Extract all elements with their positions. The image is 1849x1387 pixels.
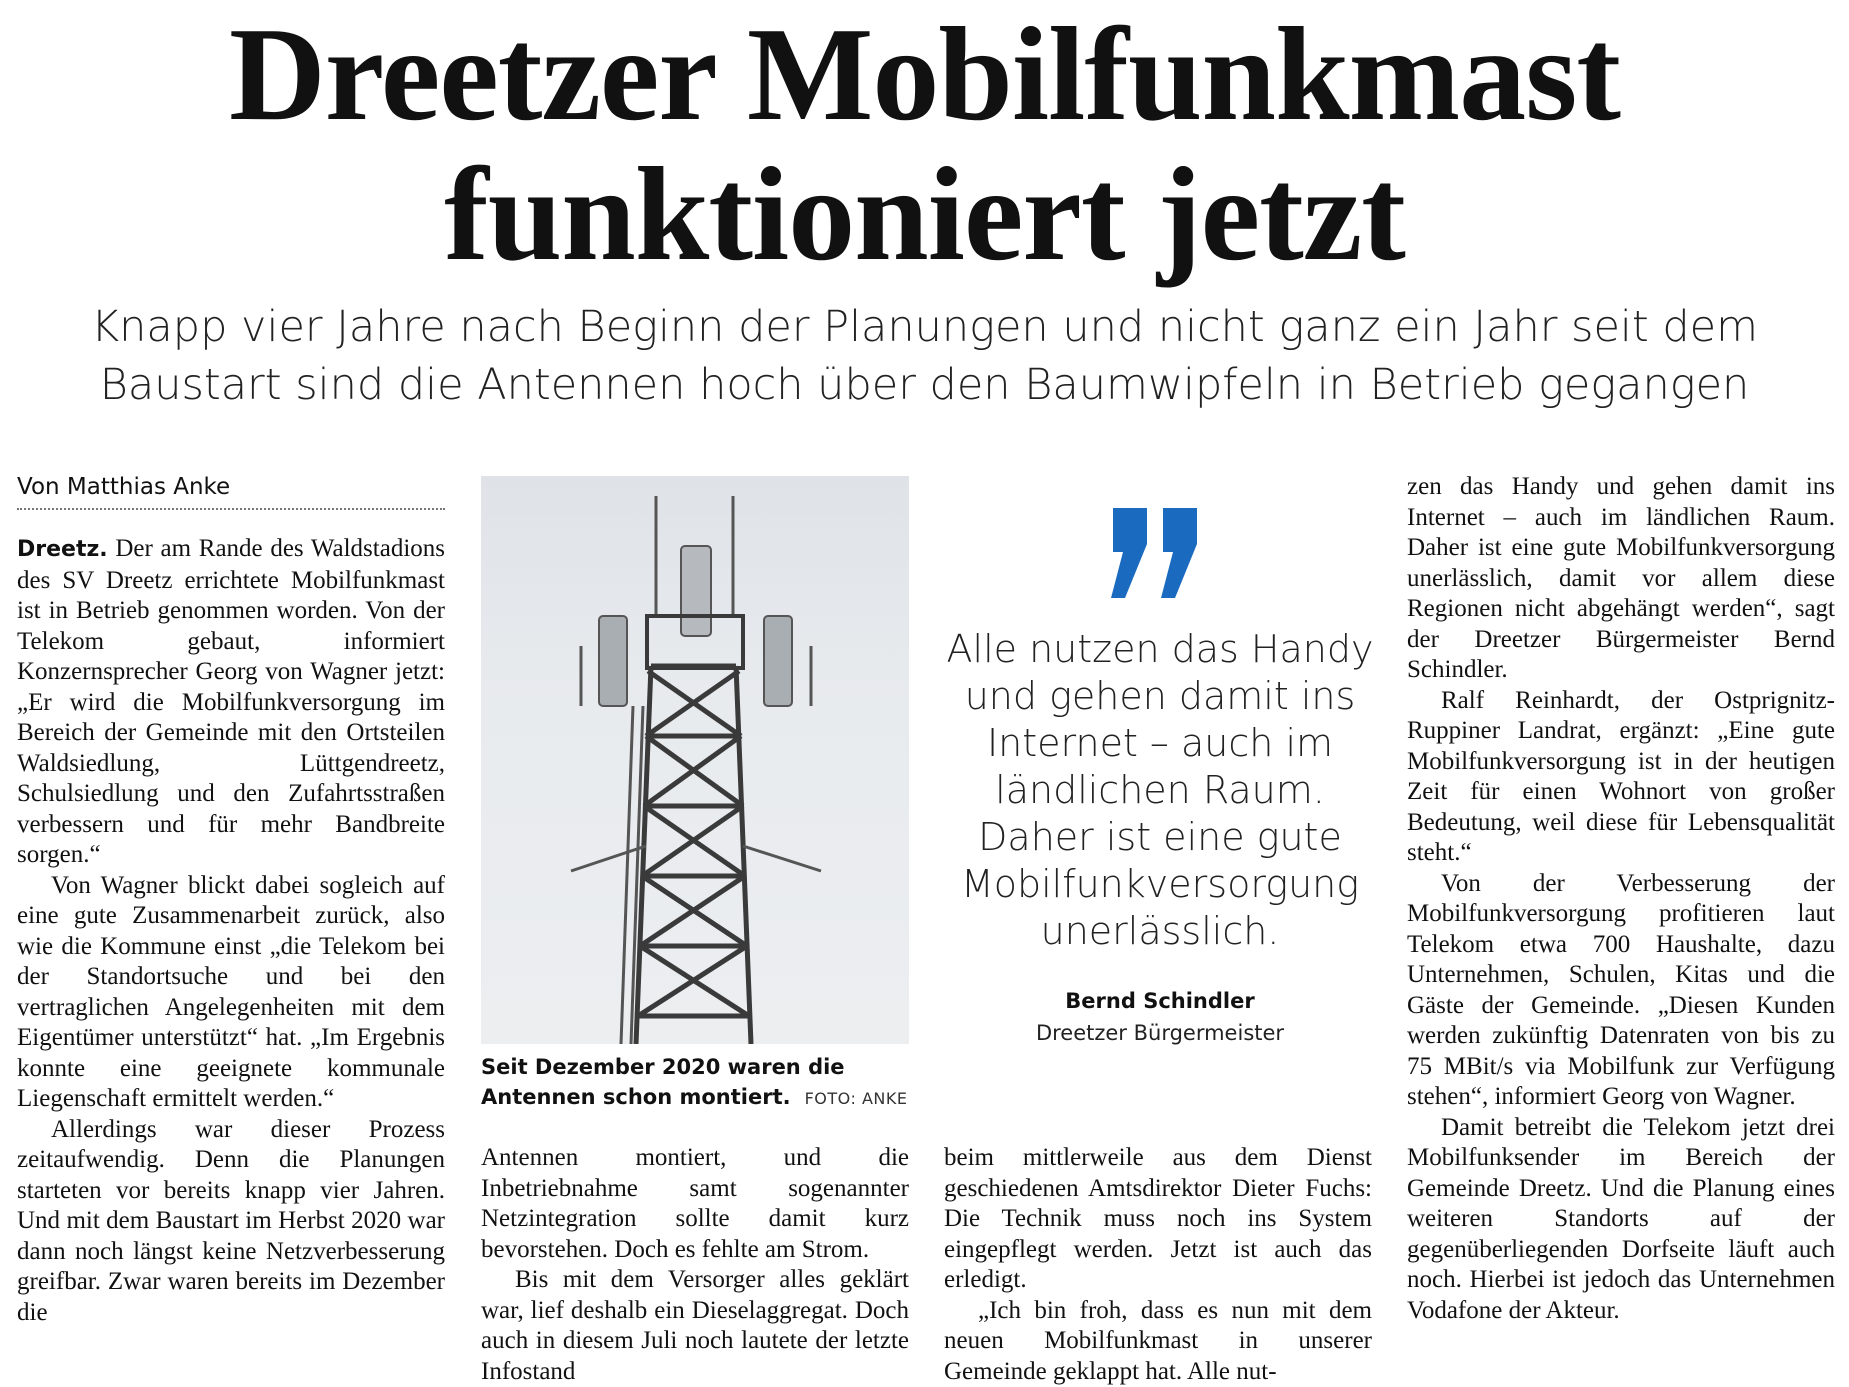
paragraph: zen das Handy und gehen damit ins Internet – auch im ländlichen Raum. Daher ist eine gute Mobilfunkversorgung unerlässlich, damit vor allem diese Regionen nicht abgehängt werden“, sagt der Dreetzer Bürgermeister Bernd Schindler. xyxy=(1407,473,1835,683)
pull-quote-role: Dreetzer Bürgermeister xyxy=(1035,1021,1285,1045)
paragraph-text: Der am Rande des Waldstadions des SV Dreetz errichtete Mobilfunkmast ist in Betrieb genommen worden. Von der Telekom gebaut, informiert Konzernsprecher Georg von Wagner jetzt: „Er wird die Mobilfunkversorgung im Bereich der Gemeinde mit den Ortsteilen Waldsiedlung, Lüttgendreetz, Schulsiedlung und den Zufahrtsstraßen verbessern und für mehr Bandbreite sorgen.“ xyxy=(17,535,445,868)
article-column-3 xyxy=(944,1143,1372,1387)
pull-quote-text: Alle nutzen das Handy und gehen damit ins Internet – auch im ländlichen Raum. Daher ist eine gute Mobilfunkversorgung unerlässlich. xyxy=(946,627,1374,953)
headline-line-1: Dreetzer Mobilfunkmast xyxy=(229,0,1620,148)
paragraph xyxy=(17,534,445,871)
photo-credit: FOTO: ANKE xyxy=(804,1089,908,1108)
article-column-4 xyxy=(1407,472,1835,1326)
subhead-line-1: Knapp vier Jahre nach Beginn der Planungen und nicht ganz ein Jahr seit dem xyxy=(90,302,1759,352)
headline xyxy=(0,0,1849,288)
photo-cell-tower xyxy=(481,476,909,1044)
photo-caption xyxy=(481,1052,921,1114)
headline-line-2: funktioniert jetzt xyxy=(444,140,1405,288)
paragraph: Bis mit dem Versorger alles geklärt war, lief deshalb ein Dieselaggregat. Doch auch in diesem Juli noch lautete der letzte Infostand xyxy=(481,1266,909,1385)
paragraph: „Ich bin froh, dass es nun mit dem neuen Mobilfunkmast in unserer Gemeinde geklappt hat. Alle nut- xyxy=(944,1296,1372,1385)
subhead-line-2: Baustart sind die Antennen hoch über den Baumwipfeln in Betrieb gegangen xyxy=(99,360,1750,410)
paragraph: Ralf Reinhardt, der Ostprignitz-Ruppiner Landrat, ergänzt: „Eine gute Mobilfunkversorgung ist in der heutigen Zeit für einen Wohnort von großer Bedeutung, weil diese für Lebensqualität steht.“ xyxy=(1407,686,1835,866)
paragraph: Antennen montiert, und die Inbetriebnahme samt sogenannter Netzintegration sollte damit kurz bevorstehen. Doch es fehlte am Strom. xyxy=(481,1144,909,1263)
caption-line-2: Antennen schon montiert. xyxy=(481,1085,791,1109)
byline: Von Matthias Anke xyxy=(17,472,445,510)
article-column-1 xyxy=(17,534,445,1328)
cell-tower-illustration xyxy=(481,476,909,1044)
pull-quote-author: Bernd Schindler xyxy=(1065,989,1255,1013)
paragraph: Von Wagner blickt dabei sogleich auf eine gute Zusammenarbeit zurück, also wie die Kommune einst „die Telekom bei der Standortsuche und bei den vertraglichen Angelegenheiten mit dem Eigentümer unterstützt“ hat. „Im Ergebnis konnte eine geeignete kommunale Liegenschaft ermittelt werden.“ xyxy=(17,871,445,1112)
paragraph: Damit betreibt die Telekom jetzt drei Mobilfunksender im Bereich der Gemeinde Dreetz. Und die Planung eines weiteren Standorts auf der gegenüberliegenden Dorfseite läuft auch noch. Hierbei ist jedoch das Unternehmen Vodafone der Akteur. xyxy=(1407,1113,1835,1324)
subheadline xyxy=(20,298,1829,414)
dateline: Dreetz. xyxy=(17,537,108,562)
article-column-2 xyxy=(481,1143,909,1387)
caption-line-1: Seit Dezember 2020 waren die xyxy=(481,1055,845,1079)
closing-quote-icon xyxy=(1105,508,1205,598)
paragraph: Von der Verbesserung der Mobilfunkversorgung profitieren laut Telekom etwa 700 Haushalte, dazu Unternehmen, Schulen, Kitas und die Gäste der Gemeinde. „Diesen Kunden werden zukünftig Datenraten von bis zu 75 MBit/s via Mobilfunk zur Verfügung stehen“, informiert Georg von Wagner. xyxy=(1407,869,1835,1110)
paragraph: beim mittlerweile aus dem Dienst geschiedenen Amtsdirektor Dieter Fuchs: Die Technik muss noch ins System eingepflegt werden. Jetzt ist auch das erledigt. xyxy=(944,1144,1372,1293)
paragraph: Allerdings war dieser Prozess zeitaufwendig. Denn die Planungen starteten vor bereits knapp vier Jahren. Und mit dem Baustart im Herbst 2020 war dann noch längst keine Netzverbesserung greifbar. Zwar waren bereits im Dezember die xyxy=(17,1115,445,1326)
